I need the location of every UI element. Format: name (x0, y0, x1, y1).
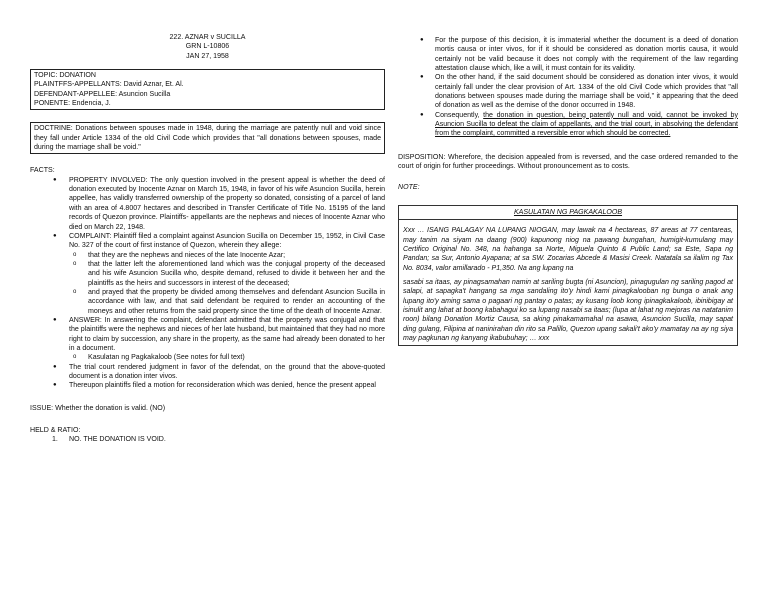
case-info-box (30, 69, 385, 110)
left-column (30, 0, 385, 445)
facts-list (30, 176, 385, 391)
doctrine-box (30, 122, 385, 154)
held-item-number: 1. (52, 436, 58, 444)
case-header (30, 33, 385, 61)
defendant: DEFENDANT-APPELLEE: Asuncion Sucilla (34, 90, 171, 98)
note-box-body (399, 220, 737, 345)
note-text-1: Xxx … ISANG PALAGAY NA LUPANG NIOGAN, may lawak na 4 hectareas, 87 areas at 77 centareas, may tanim na siyam na daang (900) kapunong niog na pawang bungahan, humigit-kumulang may Certifico Original No. 348, na hahanga sa Norte, Miguela Quinto & Public Land; sa Este, Sapa ng Pandan; sa Sur, Antonio Ayapana; at sa SW. Zocarias Abcede & Masisi Creek. Natatala sa ilalim ng Tax No. 8034, valor amillarado - P1,350. Na ang lupang na (403, 227, 733, 272)
held-heading: HELD & RATIO: (30, 427, 81, 435)
list-item: ● Consequently, the donation in question, being patently null and void, cannot be invoked by Asuncion Sucilla to defeat the claim of appellants, and the trial court, in absolving the defendant from the complaint, committed a reversible error which should be corrected. (420, 111, 738, 138)
topic: TOPIC: DONATION (34, 72, 96, 80)
case-grn: GRN L-10806 (185, 43, 230, 51)
list-item: o that the latter left the aforementioned land which was the conjugal property of the deceased and his wife Asuncion Sucilla who, despite demand, refused to divide it between her and the plaintiffs as the heirs and successors in interest of the deceased; (73, 260, 385, 287)
right-column (398, 0, 738, 346)
list-item: ● On the other hand, if the said document should be considered as donation inter vivos, it would certainly fall under the clear provision of Art. 1334 of the old Civil Code which provides that "all donations between spouses made during the marriage shall be void," it appearing that the deed of donation as well as the demise of the donor occurred in 1948. (420, 74, 738, 110)
case-date: JAN 27, 1958 (186, 52, 229, 60)
answer-sublist (69, 353, 385, 362)
note-box (398, 205, 738, 346)
held-item-text: NO. THE DONATION IS VOID. (69, 436, 166, 444)
list-item: ● COMPLAINT: Plaintiff filed a complaint against Asuncion Sucilla on December 15, 1952, in Civil Case No. 327 of the court of first instance of Quezon, wherein they allege: o that they are the nephews and nieces of the late Inocente Azar; o that the latter left the aforementioned land which was the conjugal property of the deceased and his wife Asuncion Sucilla who, despite demand, refused to divide it between her and the plaintiffs as the heirs and successors in interest of the deceased; o and prayed that the property be divided among themselves and defendant Asuncion Sucilla in accordance with law, and that said defendant be required to render an accounting of the moneys and other returns from the said property since the time of the death of Inocente Aznar. (30, 232, 385, 316)
list-item: ● For the purpose of this decision, it is immaterial whether the document is a deed of donation mortis causa or inter vivos, for if it should be considered as donation mortis causa, it would certainly not be valid because it does not comply with the requirement of the law regarding attestation clause which, like a will, it must contain for its validity. (420, 37, 738, 73)
doctrine-text: DOCTRINE: Donations between spouses made in 1948, during the marriage are patently null and void since they fall under Article 1334 of the old Civil Code which provides that "all donations between spouses, made during the marriage shall be void." (34, 125, 381, 152)
list-item: ● The trial court rendered judgment in favor of the defendat, on the ground that the above-quoted document is a donation inter vivos. (53, 363, 385, 380)
issue: ISSUE: Whether the donation is valid. (NO) (30, 404, 166, 412)
plaintiffs: PLAINTFFS-APPELLANTS: David Aznar, Et. Al. (34, 81, 184, 89)
ponente: PONENTE: Endencia, J. (34, 100, 111, 108)
note-box-title: KASULATAN NG PAGKAKALOOB (399, 206, 737, 220)
note-label: NOTE: (398, 184, 420, 192)
disposition: DISPOSITION: Wherefore, the decision appealed from is reversed, and the case ordered remanded to the court of origin for further proceedings. Without pronouncement as to costs. (398, 153, 738, 171)
list-item: ● Thereupon plaintiffs filed a motion for reconsideration which was denied, hence the present appeal (53, 382, 376, 390)
case-title: 222. AZNAR v SUCILLA (169, 34, 246, 41)
list-item: o Kasulatan ng Pagkakaloob (See notes for full text) (73, 354, 245, 362)
list-item: o that they are the nephews and nieces of the late Inocente Azar; (73, 251, 286, 259)
ratio-list (398, 36, 738, 139)
ratio-conclusion: the donation in question, being patently null and void, cannot be invoked by Asuncion Sucilla to defeat the claim of appellants, and the trial court, in absolving the defendant from the complaint, committed a reversible error which should be corrected. (435, 111, 738, 138)
facts-heading: FACTS: (30, 167, 55, 175)
note-text-2: sasabi sa itaas, ay pinagsamahan namin at sariling bugta (ni Asuncion), pinagugulan ng sariling pagod at salapi, at sapagka't hangang sa mga sandaling ito'y hindi kami pinagkalooban ng bunga o anak ang lupang ito'y aming sama o pagaari ng pantay o patas; ay kusang loob kong ipinagkakaloob, ibinibigay at isinulit ang lahat at boong kabahagui ko sa lupang nasabi sa itaas; (lupa at lahat ng mejoras na natatanim roon) bilang Donation Mortiz Causa, sa aking pinakamamahal na asawa, Asuncion Sucilla, may sapat ding gulang, Filipina at naninirahan din rito sa Palillo, Quezon upang sakali't ako'y mamatay na ay ng siya may pagkunan ng kanyang ikabubuhay; … xxx (403, 278, 733, 342)
list-item: ● ANSWER: In answering the complaint, defendant admitted that the property was conjugal and that the plaintiffs were the nephews and nieces of her late husband, but maintained that they had no more right to claim by succession, any share in the property, as the same had already been donated to her in a document. o Kasulatan ng Pagkakaloob (See notes for full text) (30, 316, 385, 363)
list-item: ● PROPERTY INVOLVED: The only question involved in the present appeal is whether the deed of donation executed by Inocente Aznar on March 15, 1948, in favor of his wife Asuncion Sucilla, herein appellee, has validly transferred ownership of the property so donated, consisting of a parcel of land with an area of 4.8007 hectares and described in Transfer Certificate of Title No. 15195 of the land records of Quezon province. Plaintiffs- appellants are the nephews and nieces of Inocente Aznar who died on March 22, 1948. (53, 176, 385, 231)
complaint-sublist (69, 251, 385, 316)
list-item: o and prayed that the property be divided among themselves and defendant Asuncion Sucilla in accordance with law, and that said defendant be required to render an accounting of the moneys and other returns from the said property since the time of the death of Inocente Aznar. (73, 288, 385, 315)
held-item (30, 435, 385, 444)
